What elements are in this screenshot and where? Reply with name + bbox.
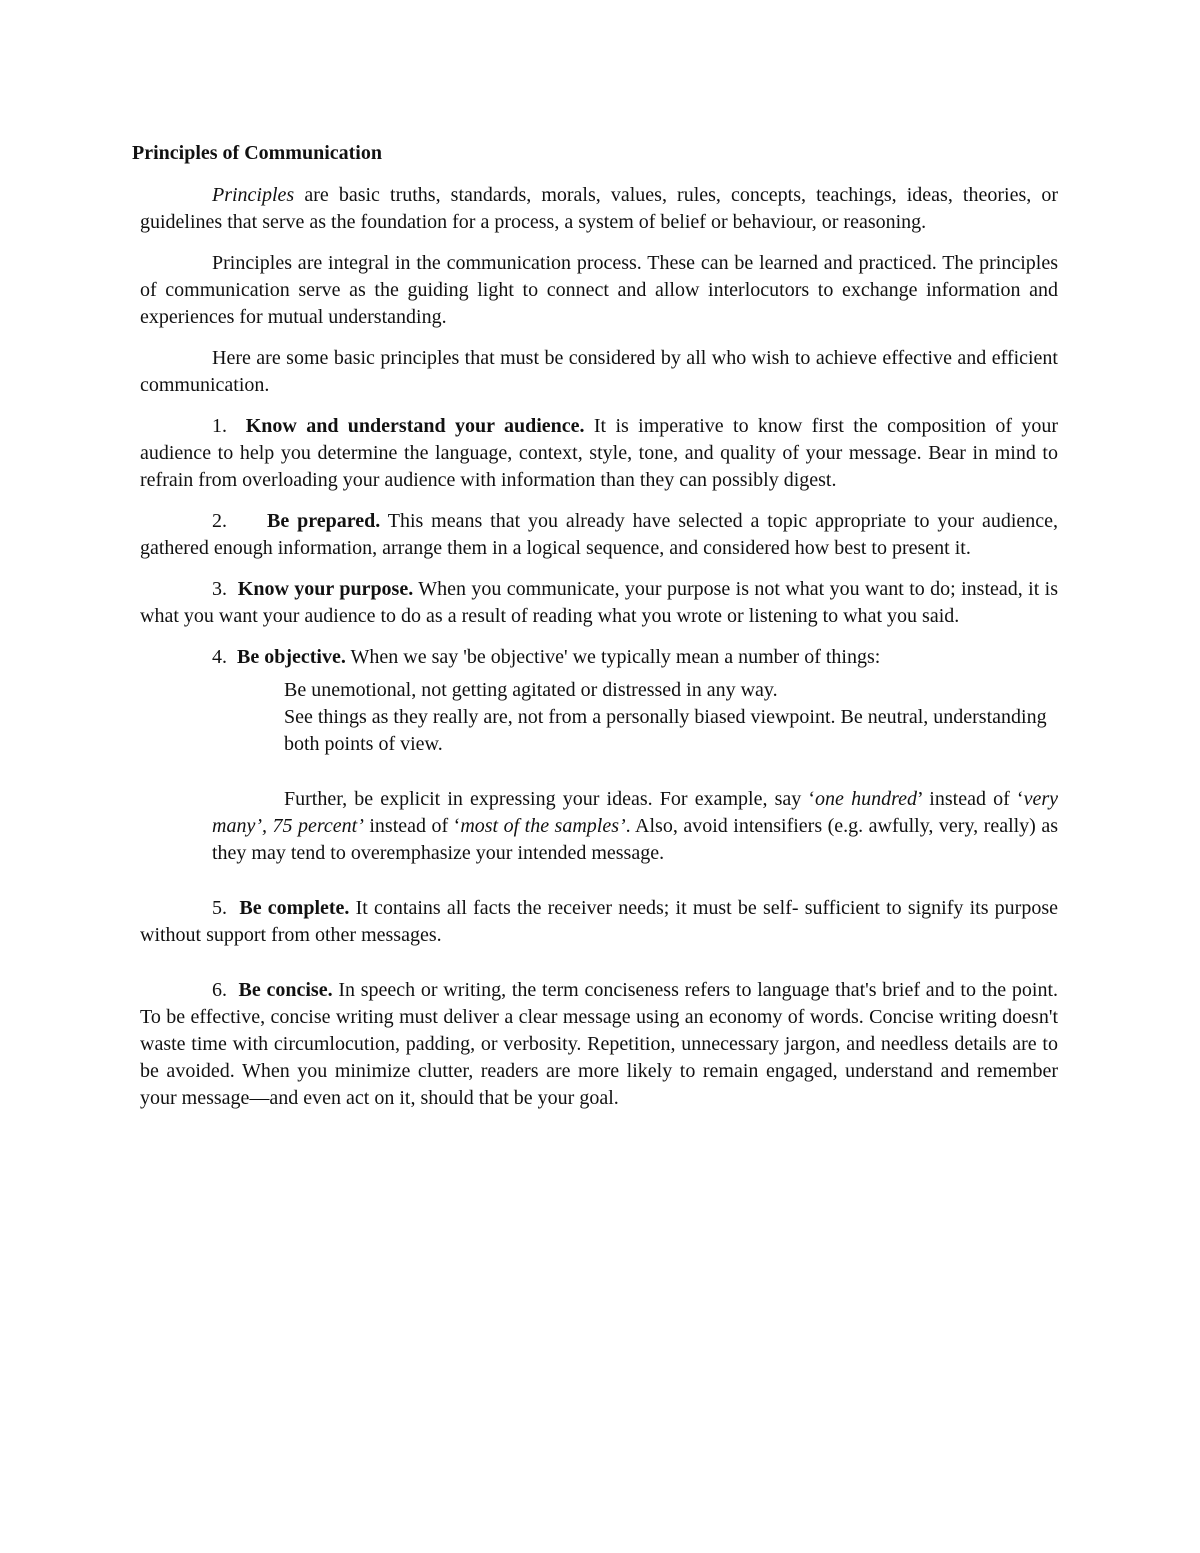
item-number: 3. [212,578,227,600]
further-italic: one hundred [815,788,917,810]
item-text: It is imperative to know first the composition of your audience to help you determine the language, context, style, tone, and quality of your message. Bear in mind to refrain from overloading your audience with information than they can possibly digest. [140,415,1058,491]
principle-item-4 [140,644,1058,671]
principle-item-1 [140,413,1058,494]
principle-item-6 [140,977,1058,1112]
objective-points-list [284,677,1058,758]
further-italic: very many’, 75 percent’ [212,788,1058,837]
item-number: 6. [212,979,227,1001]
item-heading: Be objective. [237,646,346,668]
item-text: When you communicate, your purpose is not what you want to do; instead, it is what you want your audience to do as a result of reading what you wrote or listening to what you said. [140,578,1059,627]
further-block [212,786,1058,867]
item-text: In speech or writing, the term conciseness refers to language that's brief and to the point. To be effective, concise writing must deliver a clear message using an economy of words. Concise writing doesn't waste time with circumlocution, padding, or verbosity. Repetition, unnecessary jargon, and needless details are to be avoided. When you minimize clutter, readers are more likely to remain engaged, understand and remember your message—and even act on it, should that be your goal. [140,979,1059,1109]
intro-paragraph [140,182,1058,236]
item-heading: Be prepared. [267,510,381,532]
objective-point: Be unemotional, not getting agitated or distressed in any way. [284,679,778,701]
item-heading: Be concise. [238,979,333,1001]
document-title: Principles of Communication [132,142,382,164]
paragraph-basic-principles: Here are some basic principles that must be considered by all who wish to achieve effective and efficient communication. [140,347,1058,396]
item-number: 1. [212,415,227,437]
item-heading: Know your purpose. [237,578,414,600]
item-number: 5. [212,897,227,919]
item-text: It contains all facts the receiver needs; it must be self- sufficient to signify its purpose without support from other messages. [140,897,1058,946]
item-text: When we say 'be objective' we typically mean a number of things: [345,646,881,668]
document-body [132,140,1059,1126]
principle-item-3 [140,576,1058,630]
intro-text: are basic truths, standards, morals, values, rules, concepts, teachings, ideas, theories, or guidelines that serve as the foundation for a process, a system of belief or behaviour, or reasoning. [140,184,1058,233]
principle-item-2 [140,508,1058,562]
further-text: . Also, avoid intensifiers (e.g. awfully, very, really) as they may tend to overemphasize your intended message. [212,815,1058,864]
intro-term: Principles [212,184,295,206]
further-text: ’ instead of ‘ [916,788,1024,810]
further-text: Further, be explicit in expressing your ideas. For example, say ‘ [284,788,816,810]
item-heading: Be complete. [239,897,350,919]
further-italic: most of the samples’ [460,815,626,837]
item-number: 2. [212,510,227,532]
principle-item-5 [140,895,1058,949]
item-heading: Know and understand your audience. [245,415,585,437]
item-text: This means that you already have selected a topic appropriate to your audience, gathered enough information, arrange them in a logical sequence, and considered how best to present it. [140,510,1059,559]
item-number: 4. [212,646,227,668]
further-text: instead of ‘ [363,815,461,837]
objective-point: See things as they really are, not from a personally biased viewpoint. Be neutral, understanding both points of view. [284,706,1047,755]
further-paragraph [212,786,1058,867]
paragraph-integral: Principles are integral in the communication process. These can be learned and practiced. The principles of communication serve as the guiding light to connect and allow interlocutors to exchange information and experiences for mutual understanding. [140,252,1058,328]
